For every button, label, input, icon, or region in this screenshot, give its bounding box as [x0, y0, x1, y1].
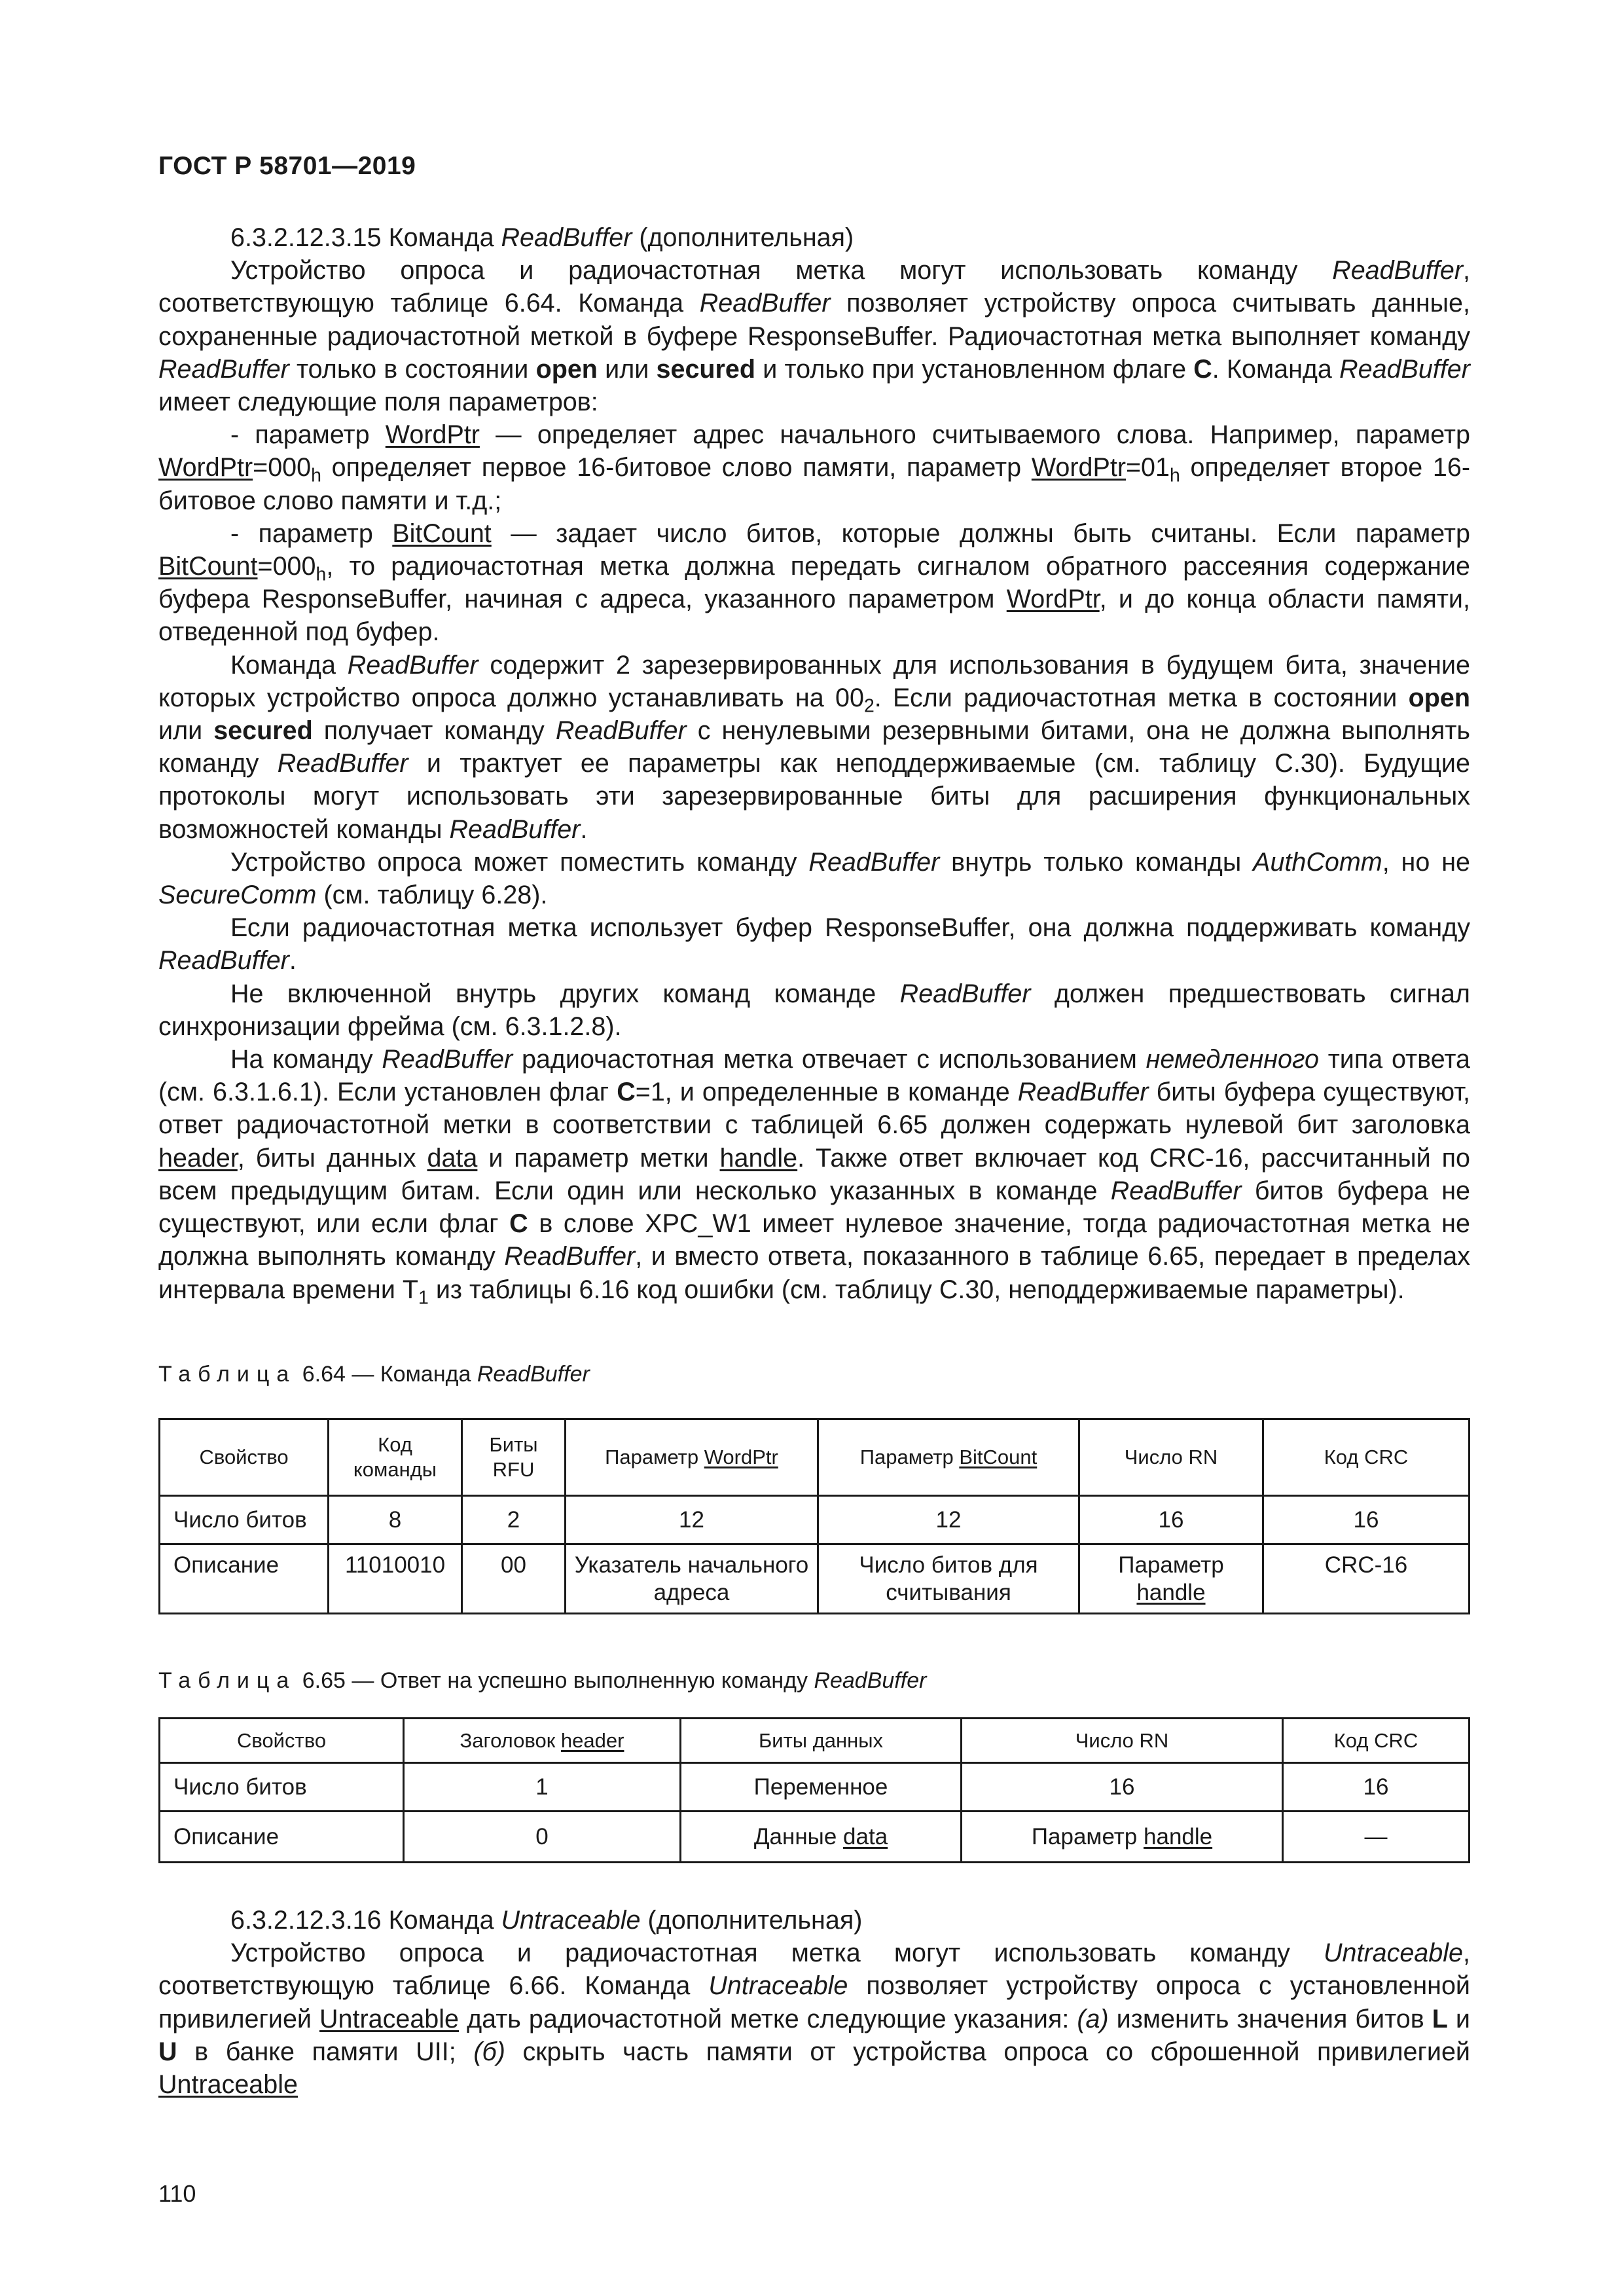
table-row: Число битов 8 2 12 12 16 16	[160, 1496, 1470, 1544]
list-item-bitcount: - параметр BitCount — задает число битов, которые должны быть считаны. Если параметр $BitCount=000_h$, то радиочастотная метка должна передать сигналом обратного рассеяния содержание буфера ResponseBuffer, начиная с адреса, указанного параметром WordPtr, и до конца области памяти, отведенной под буфер.	[158, 519, 1470, 647]
section-heading: 6.3.2.12.3.15 Команда ReadBuffer (дополнительная)	[230, 223, 854, 252]
table-row: Описание 11010010 00 Указатель начального адреса Число битов для считывания Параметр handle CRC-16	[160, 1544, 1470, 1614]
table-6-65	[158, 1717, 1470, 1863]
table-header-row: Свойство Заголовок header Биты данных Число RN Код CRC	[160, 1719, 1470, 1763]
paragraph: Устройство опроса и радиочастотная метка могут использовать команду ReadBuffer, соответствующую таблице 6.64. Команда ReadBuffer позволяет устройству опроса считывать данные, сохраненные радиочастотной меткой в буфере ResponseBuffer. Радиочастотная метка выполняет команду ReadBuffer только в состоянии open или secured и только при установленном флаге C. Команда ReadBuffer имеет следующие поля параметров:	[158, 256, 1470, 417]
table-row: Число битов 1 Переменное 16 16	[160, 1763, 1470, 1812]
paragraph: Устройство опроса может поместить команду ReadBuffer внутрь только команды AuthComm, но не SecureComm (см. таблицу 6.28).	[158, 847, 1470, 910]
paragraph: Не включенной внутрь других команд команде ReadBuffer должен предшествовать сигнал синхронизации фрейма (см. 6.3.1.2.8).	[158, 979, 1470, 1041]
paragraph: На команду ReadBuffer радиочастотная метка отвечает с использованием немедленного типа ответа (см. 6.3.1.6.1). Если установлен флаг C=1, и определенные в команде ReadBuffer биты буфера существуют, ответ радиочастотной метки в соответствии с таблицей 6.65 должен содержать нулевой бит заголовка header, биты данных data и параметр метки handle. Также ответ включает код CRC-16, рассчитанный по всем предыдущим битам. Если один или несколько указанных в команде ReadBuffer битов буфера не существуют, или если флаг C в слове XPC_W1 имеет нулевое значение, тогда радиочастотная метка не должна выполнять команду ReadBuffer, и вместо ответа, показанного в таблице 6.65, передает в пределах интервала времени $T_1$ из таблицы 6.16 код ошибки (см. таблицу С.30, неподдерживаемые параметры).	[158, 1045, 1470, 1309]
page-number: 110	[158, 2180, 196, 2207]
paragraph: Команда ReadBuffer содержит 2 зарезервированных для использования в будущем бита, значение которых устройство опроса должно устанавливать на $00_2$. Если радиочастотная метка в состоянии open или secured получает команду ReadBuffer с ненулевыми резервными битами, она не должна выполнять команду ReadBuffer и трактует ее параметры как неподдерживаемые (см. таблицу С.30). Будущие протоколы могут использовать эти зарезервированные биты для расширения функциональных возможностей команды ReadBuffer.	[158, 650, 1471, 844]
paragraph: Устройство опроса и радиочастотная метка могут использовать команду Untraceable, соответствующую таблице 6.66. Команда Untraceable позволяет устройству опроса с установленной привилегией Untraceable дать радиочастотной метке следующие указания: (a) изменить значения битов L и U в банке памяти UII; (б) скрыть часть памяти от устройства опроса со сброшенной привилегией Untraceable	[158, 1939, 1470, 2100]
table-6-64-caption: Таблица 6.64 — Команда ReadBuffer	[158, 1362, 590, 1387]
paragraph: Если радиочастотная метка использует буфер ResponseBuffer, она должна поддерживать команду ReadBuffer.	[158, 913, 1470, 975]
table-row: Описание 0 Данные data Параметр handle —	[160, 1812, 1470, 1863]
table-header-row: Свойство Код команды Биты RFU Параметр WordPtr Параметр BitCount Число RN Код CRC	[160, 1419, 1470, 1496]
list-item-wordptr: - параметр WordPtr — определяет адрес начального считываемого слова. Например, параметр $WordPtr=000_h$ определяет первое 16-битовое слово памяти, параметр $WordPtr=01_h$ определяет второе 16-битовое слово памяти и т.д.;	[158, 420, 1471, 515]
section-6-3-2-12-3-16	[158, 1904, 1470, 2101]
table-6-64	[158, 1418, 1470, 1614]
section-6-3-2-12-3-15	[158, 221, 1471, 1309]
section-heading: 6.3.2.12.3.16 Команда Untraceable (дополнительная)	[230, 1906, 863, 1935]
table-6-65-caption: Таблица 6.65 — Ответ на успешно выполненную команду ReadBuffer	[158, 1668, 927, 1693]
document-header: ГОСТ Р 58701—2019	[158, 152, 416, 180]
